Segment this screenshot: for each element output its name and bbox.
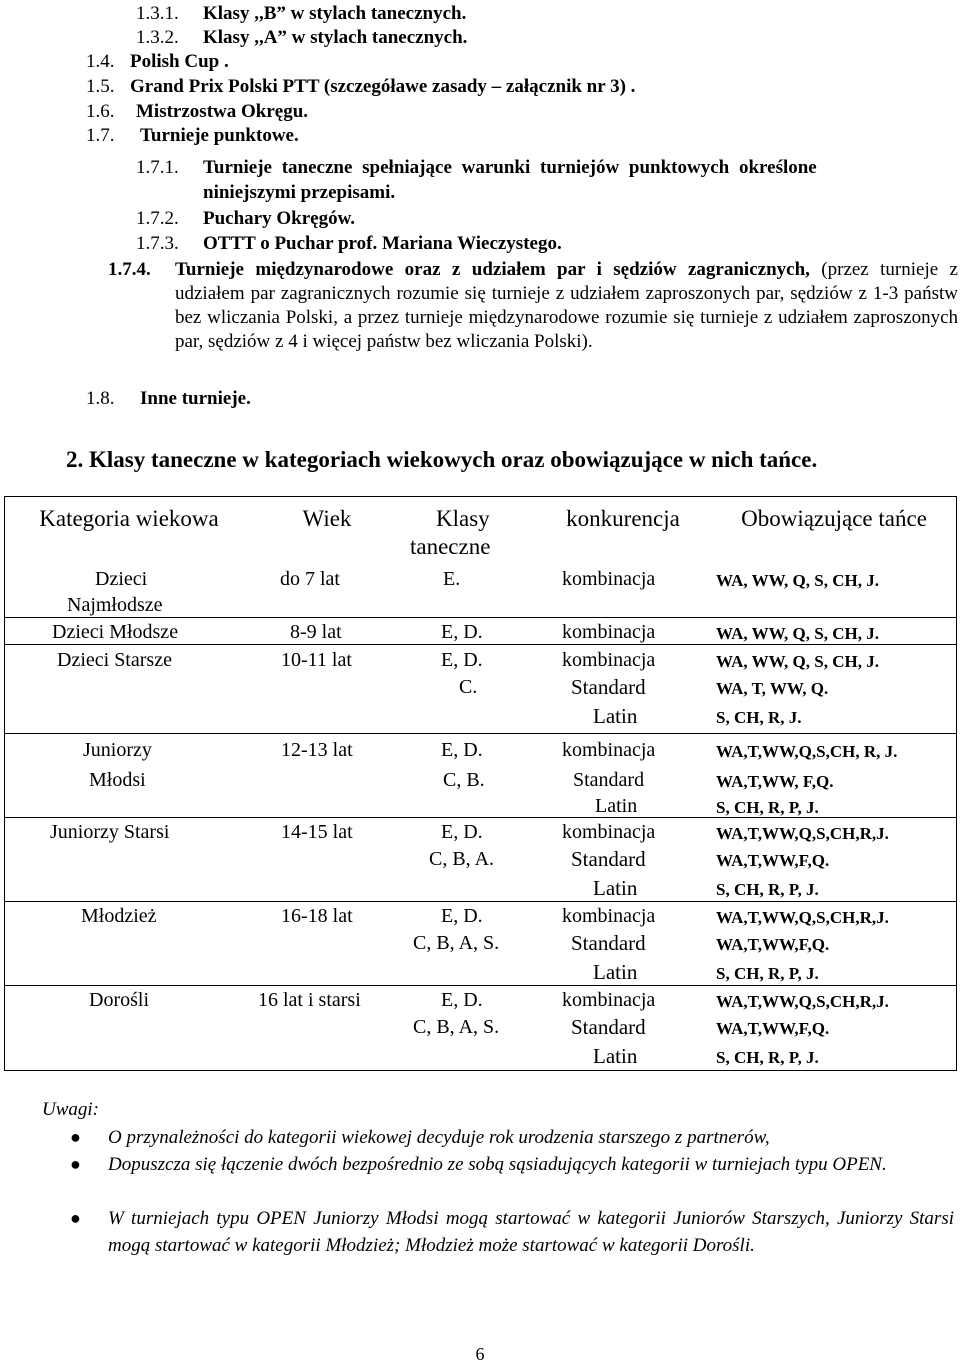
outline-item-1-5 (86, 75, 635, 99)
competition-cell: kombinacja (562, 739, 656, 761)
outline-item-1-7-4 (108, 258, 958, 354)
header-classes-line-1: Klasy (436, 506, 490, 531)
outline-text: Mistrzostwa Okręgu. (136, 101, 309, 122)
note-item: O przynależności do kategorii wiekowej decyduje rok urodzenia starszego z partnerów, (108, 1127, 770, 1148)
header-competition: konkurencja (566, 506, 680, 531)
outline-text: OTTT o Puchar prof. Mariana Wieczystego. (203, 233, 562, 254)
outline-text: Polish Cup . (130, 51, 229, 72)
category-name: Dorośli (89, 989, 149, 1011)
competition-cell: kombinacja (562, 568, 656, 590)
competition-cell: Latin (593, 1044, 638, 1068)
outline-lead-text: Turnieje międzynarodowe oraz z udziałem par i sędziów zagranicznych, (175, 259, 810, 280)
outline-number: 1.7.3. (136, 233, 179, 254)
category-name-line-2: Młodsi (89, 769, 146, 791)
page-number: 6 (475, 1344, 485, 1364)
row-divider (5, 817, 956, 818)
classes-cell: C. (459, 676, 478, 698)
outline-number: 1.3.1. (136, 3, 179, 24)
category-name: Juniorzy (83, 739, 152, 761)
category-name: Juniorzy Starsi (50, 821, 170, 843)
classes-cell: E, D. (441, 989, 483, 1011)
bullet-icon: ● (70, 1208, 81, 1228)
outline-number: 1.7.4. (108, 259, 151, 280)
category-name: Młodzież (81, 905, 157, 927)
dances-cell: WA,T,WW,Q,S,CH,R,J. (716, 908, 889, 927)
age-range: 8-9 lat (290, 621, 342, 643)
dances-cell: WA,T,WW,Q,S,CH, R, J. (716, 742, 898, 761)
competition-cell: kombinacja (562, 821, 656, 843)
age-range: 16-18 lat (281, 905, 353, 927)
outline-item-1-3-2 (136, 26, 467, 50)
classes-cell: E, D. (441, 905, 483, 927)
category-name: Dzieci Starsze (57, 649, 172, 671)
classes-cell: C, B, A, S. (413, 1016, 500, 1038)
classes-cell: C, B, A, S. (413, 932, 500, 954)
outline-text: Inne turnieje. (140, 388, 251, 409)
dances-cell: S, CH, R, P, J. (716, 798, 819, 817)
dances-cell: WA, WW, Q, S, CH, J. (716, 571, 879, 590)
competition-cell: kombinacja (562, 989, 656, 1011)
outline-text: Puchary Okręgów. (203, 208, 355, 229)
age-category-table (4, 496, 957, 1071)
outline-number: 1.7.2. (136, 208, 179, 229)
category-name: Dzieci Młodsze (52, 621, 179, 643)
category-name: Dzieci (95, 568, 148, 590)
outline-item-1-7-2 (136, 207, 355, 231)
dances-cell: WA,T,WW,F,Q. (716, 1019, 830, 1038)
outline-text: Turnieje punktowe. (140, 125, 299, 146)
classes-cell: E, D. (441, 649, 483, 671)
age-range: do 7 lat (280, 568, 340, 590)
outline-item-1-7-1 (136, 156, 956, 180)
competition-cell: kombinacja (562, 649, 656, 671)
outline-paragraph (175, 258, 958, 354)
outline-item-1-7 (86, 124, 299, 148)
row-divider (5, 617, 956, 618)
competition-cell: Standard (571, 1015, 646, 1039)
outline-number: 1.3.2. (136, 27, 179, 48)
category-name-line-2: Najmłodsze (67, 594, 163, 616)
section-title: 2. Klasy taneczne w kategoriach wiekowych oraz obowiązujące w nich tańce. (66, 447, 818, 472)
outline-item-1-7-3 (136, 232, 562, 256)
row-divider (5, 985, 956, 986)
outline-item-1-3-1 (136, 2, 466, 26)
age-range: 14-15 lat (281, 821, 353, 843)
outline-number: 1.8. (86, 388, 115, 409)
row-divider (5, 644, 956, 645)
outline-number: 1.6. (86, 101, 115, 122)
row-divider (5, 901, 956, 902)
dances-cell: WA,T,WW, F,Q. (716, 772, 834, 791)
header-age: Wiek (302, 506, 352, 531)
competition-cell: kombinacja (562, 905, 656, 927)
header-classes (410, 505, 520, 561)
outline-number: 1.4. (86, 51, 115, 72)
dances-cell: WA, WW, Q, S, CH, J. (716, 624, 879, 643)
dances-cell: WA,T,WW,F,Q. (716, 851, 830, 870)
outline-number: 1.7.1. (136, 157, 179, 178)
row-divider (5, 733, 956, 734)
outline-item-1-8 (86, 387, 251, 411)
outline-text: Turnieje taneczne spełniające warunki turniejów punktowych określone (203, 157, 817, 178)
outline-item-1-4 (86, 50, 229, 74)
dances-cell: S, CH, R, J. (716, 708, 802, 727)
outline-item-1-6 (86, 100, 308, 124)
header-category: Kategoria wiekowa (39, 506, 219, 531)
classes-cell: C, B. (443, 769, 485, 791)
bullet-icon: ● (70, 1154, 81, 1174)
header-classes-line-2: taneczne (410, 534, 491, 559)
dances-cell: WA,T,WW,Q,S,CH,R,J. (716, 992, 889, 1011)
outline-number: 1.5. (86, 76, 115, 97)
competition-cell: Standard (571, 675, 646, 699)
classes-cell: E. (443, 568, 461, 590)
dances-cell: WA,T,WW,Q,S,CH,R,J. (716, 824, 889, 843)
outline-text: Grand Prix Polski PTT (szczegóławe zasady – załącznik nr 3) . (130, 76, 636, 97)
competition-cell: Standard (571, 847, 646, 871)
dances-cell: S, CH, R, P, J. (716, 964, 819, 983)
bullet-icon: ● (70, 1127, 81, 1147)
outline-text: Klasy ,,B” w stylach tanecznych. (203, 3, 467, 24)
note-item: Dopuszcza się łączenie dwóch bezpośrednio ze sobą sąsiadujących kategorii w turniejach typu OPEN. (108, 1154, 887, 1175)
competition-cell: Standard (571, 931, 646, 955)
competition-cell: Standard (573, 769, 645, 791)
outline-text: niniejszymi przepisami. (203, 182, 396, 203)
note-item: W turniejach typu OPEN Juniorzy Młodsi mogą startować w kategorii Juniorów Starszych, Juniorzy Starsi mogą startować w kategorii Młodzież; Młodzież może startować w kategorii Dorośli. (108, 1208, 954, 1256)
competition-cell: Latin (593, 704, 638, 728)
dances-cell: WA,T,WW,F,Q. (716, 935, 830, 954)
notes-title: Uwagi: (42, 1099, 99, 1120)
age-range: 10-11 lat (281, 649, 352, 671)
competition-cell: kombinacja (562, 621, 656, 643)
dances-cell: WA, WW, Q, S, CH, J. (716, 652, 879, 671)
competition-cell: Latin (593, 876, 638, 900)
competition-cell: Latin (595, 795, 638, 817)
outline-body-text: (przez turnieje z udziałem par zagranicznych rozumie się turnieje z udziałem zaproszonych par, sędziów z 1-3 państw bez wliczania Polski, a przez turnieje międzynarodowe rozumie się turnieje z udziałem zaproszonych par, sędziów z 4 i więcej państw bez wliczania Polski). (175, 259, 958, 352)
classes-cell: E, D. (441, 821, 483, 843)
competition-cell: Latin (593, 960, 638, 984)
age-range: 16 lat i starsi (258, 989, 361, 1011)
dances-cell: S, CH, R, P, J. (716, 880, 819, 899)
dances-cell: WA, T, WW, Q. (716, 679, 829, 698)
classes-cell: C, B, A. (429, 848, 495, 870)
dances-cell: S, CH, R, P, J. (716, 1048, 819, 1067)
outline-text: Klasy ,,A” w stylach tanecznych. (203, 27, 468, 48)
classes-cell: E, D. (441, 739, 483, 761)
outline-item-1-7-1-continued (203, 181, 395, 205)
outline-number: 1.7. (86, 125, 115, 146)
classes-cell: E, D. (441, 621, 483, 643)
age-range: 12-13 lat (281, 739, 353, 761)
header-dances: Obowiązujące tańce (741, 506, 927, 531)
